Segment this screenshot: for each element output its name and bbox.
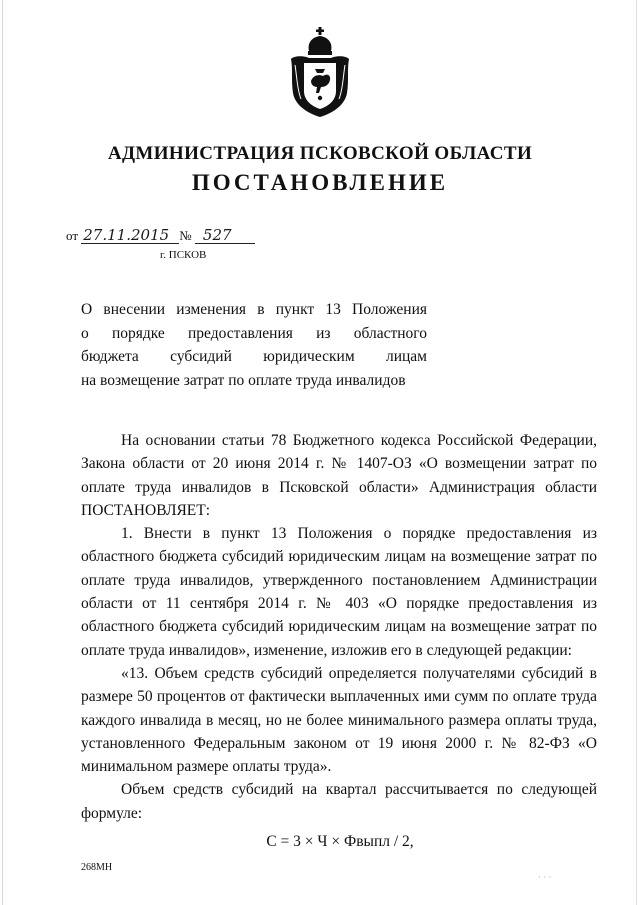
- date-number-line: [66, 227, 255, 244]
- body-paragraph-formula-intro: Объем средств субсидий на квартал рассчитывается по следующей формуле:: [81, 781, 597, 822]
- scan-artifact: · · ·: [538, 872, 552, 882]
- document-type-title: ПОСТАНОВЛЕНИЕ: [191, 170, 449, 195]
- agency-title: АДМИНИСТРАЦИЯ ПСКОВСКОЙ ОБЛАСТИ: [107, 143, 533, 164]
- subject-line: бюджета субсидий юридическим лицам: [81, 348, 427, 365]
- city-label: г. ПСКОВ: [160, 249, 207, 261]
- subject-line: о порядке предоставления из областного: [81, 324, 427, 342]
- handwritten-date: 27.11.2015: [81, 227, 179, 244]
- body-paragraph-item-13: «13. Объем средств субсидий определяется получателями субсидий в размере 50 процентов от фактически выплаченных ими сумм по оплате труда каждого инвалида в месяц, но не более минимального размера оплаты труда, установленного Федеральным законом от 19 июня 2000 г. № 82-ФЗ «О минимальном размере оплаты труда».: [81, 664, 597, 776]
- body-paragraph-item-1: 1. Внести в пункт 13 Положения о порядке предоставления из областного бюджета субсидий юридическим лицам на возмещение затрат по оплате труда инвалидов, утвержденного постановлением Администрации области от 11 сентября 2014 г. № 403 «О порядке предоставления из областного бюджета субсидий юридическим лицам на возмещение затрат по оплате труда инвалидов», изменение, изложив его в следующей редакции:: [81, 525, 597, 659]
- document-subject: [81, 298, 427, 392]
- number-prefix: №: [179, 228, 192, 243]
- document-body: [81, 429, 597, 825]
- scan-edge-left: [2, 0, 3, 905]
- coat-of-arms-icon: [285, 25, 355, 120]
- handwritten-number: 527: [195, 227, 255, 244]
- body-paragraph-preamble: На основании статьи 78 Бюджетного кодекса Российской Федерации, Закона области от 20 июня 2014 г. № 1407-ОЗ «О возмещении затрат по оплате труда инвалидов в Псковской области» Администрация области ПОСТАНОВЛЯЕТ:: [81, 432, 597, 519]
- subject-line: на возмещение затрат по оплате труда инвалидов: [81, 371, 406, 389]
- subject-line: О внесении изменения в пункт 13 Положения: [81, 301, 427, 318]
- footer-code: 268МН: [81, 862, 113, 873]
- date-prefix: от: [66, 228, 79, 243]
- scan-edge-right: [636, 0, 637, 905]
- subsidy-formula: С = 3 × Ч × Фвыпл / 2,: [266, 833, 414, 850]
